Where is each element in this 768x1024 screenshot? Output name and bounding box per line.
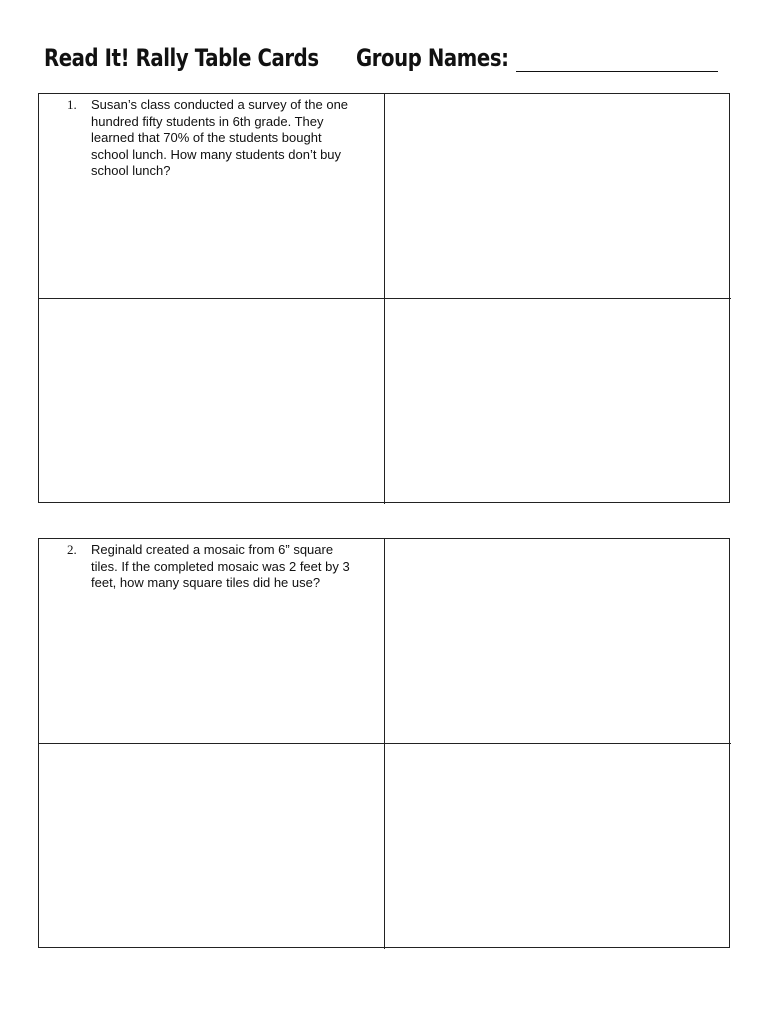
card-1-question-cell: [39, 94, 385, 299]
question-1-number: 1.: [67, 97, 77, 112]
worksheet-header: [44, 44, 734, 84]
group-names-label: Group Names:: [356, 44, 509, 72]
group-names-blank-line: [516, 71, 718, 72]
question-2-text: Reginald created a mosaic from 6” square tiles. If the completed mosaic was 2 feet by 3 feet, how many square tiles did he use?: [91, 542, 350, 590]
table-card-2: [38, 538, 730, 948]
table-card-1: [38, 93, 730, 503]
card-2-question-cell: [39, 539, 385, 744]
question-2: [67, 542, 355, 592]
card-1-answer-cell-top-right: [385, 94, 731, 299]
question-1-text: Susan’s class conducted a survey of the one hundred fifty students in 6th grade. They learned that 70% of the students bought school lunch. How many students don’t buy school lunch?: [91, 97, 349, 178]
card-1-answer-cell-bottom-left: [39, 299, 385, 504]
card-2-answer-cell-bottom-right: [385, 744, 731, 949]
worksheet-title: Read It! Rally Table Cards: [44, 44, 319, 72]
card-1-answer-cell-bottom-right: [385, 299, 731, 504]
question-2-number: 2.: [67, 542, 77, 557]
card-2-answer-cell-bottom-left: [39, 744, 385, 949]
card-2-answer-cell-top-right: [385, 539, 731, 744]
question-1: [67, 97, 355, 180]
